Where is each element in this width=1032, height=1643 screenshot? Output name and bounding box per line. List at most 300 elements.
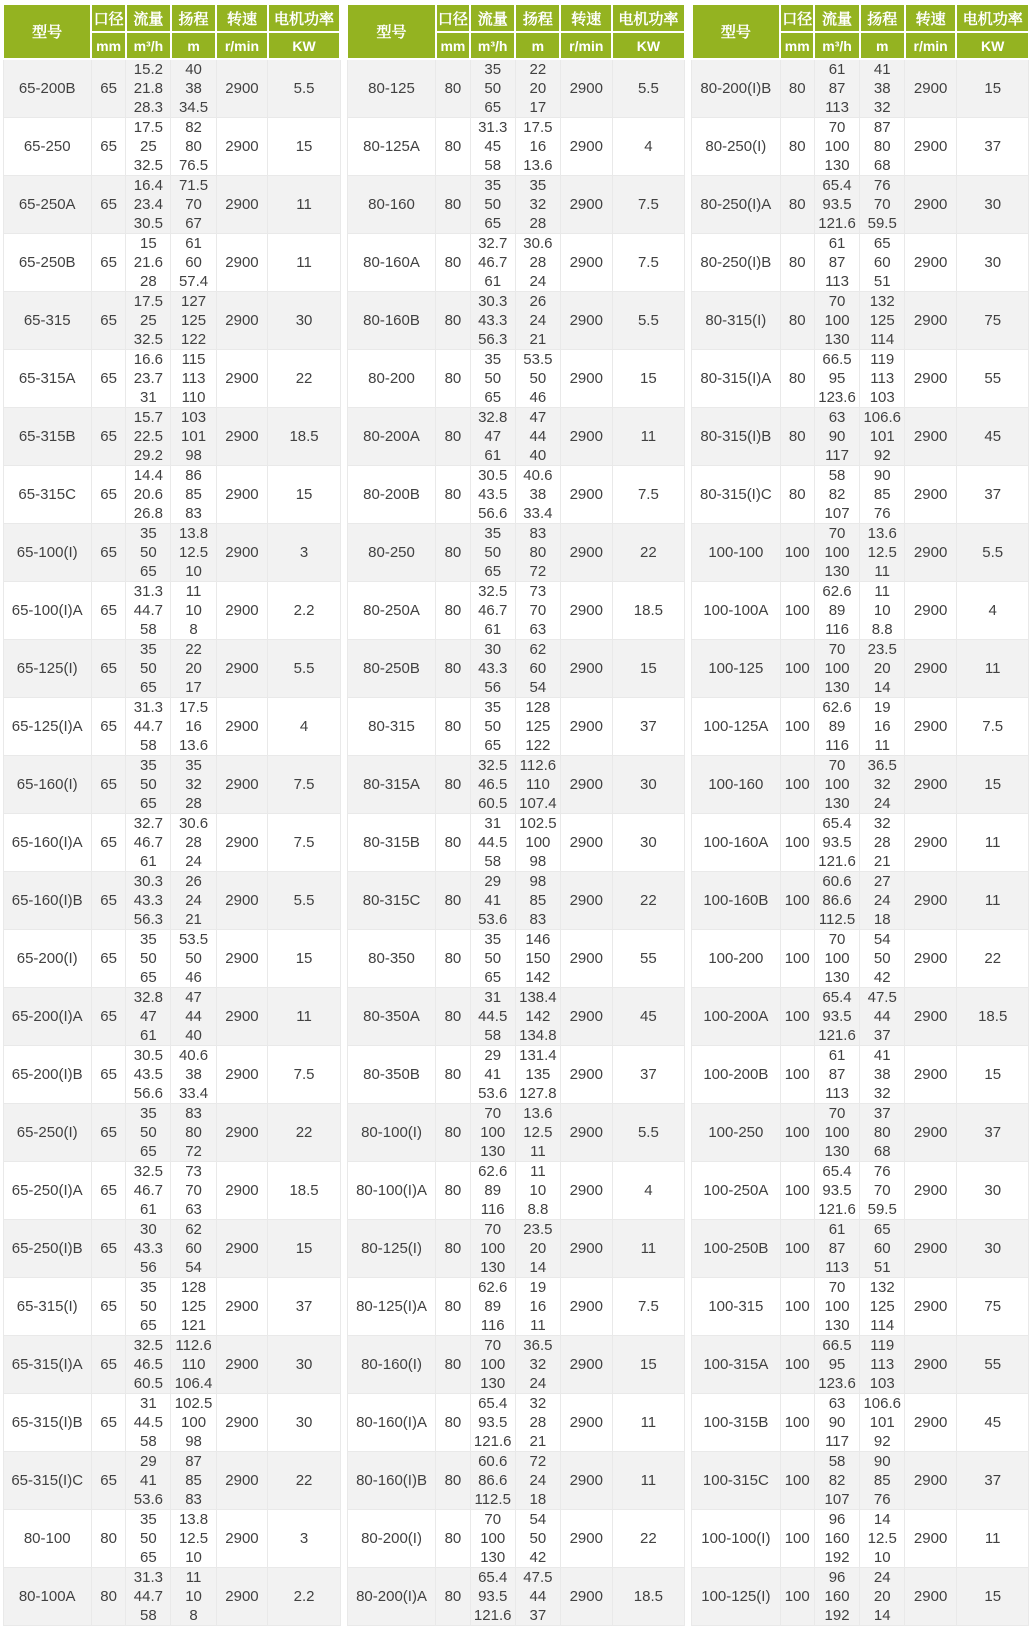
value-line: 89: [484, 1182, 502, 1199]
model-cell: 80-250A: [347, 582, 435, 640]
model-cell: 80-160: [347, 176, 435, 234]
diameter-cell: 80: [436, 698, 470, 756]
value-line: 113: [825, 1085, 849, 1102]
head-cell: [515, 176, 560, 234]
power-cell: 18.5: [268, 1162, 341, 1220]
value-line: 130: [480, 1143, 506, 1160]
model-cell: 65-315: [3, 292, 91, 350]
value-line: 46: [185, 969, 202, 986]
power-cell: 5.5: [956, 524, 1029, 582]
speed-cell: 2900: [560, 350, 612, 408]
model-cell: 100-160: [692, 756, 780, 814]
model-cell: 65-250(I)A: [3, 1162, 91, 1220]
power-cell: 45: [956, 1394, 1029, 1452]
diameter-cell: 80: [436, 408, 470, 466]
flow-cell: [814, 640, 859, 698]
value-line: 46.5: [133, 1356, 163, 1373]
value-line: 43.5: [478, 486, 508, 503]
table-row: [347, 582, 684, 640]
table-row: [692, 1046, 1029, 1104]
diameter-cell: 80: [436, 234, 470, 292]
value-line: 116: [480, 1317, 505, 1334]
value-line: 95: [828, 1356, 846, 1373]
value-line: 46.7: [133, 1182, 163, 1199]
speed-cell: 2900: [216, 582, 268, 640]
value-line: 60.5: [133, 1375, 163, 1392]
table-row: [347, 1510, 684, 1568]
value-line: 62.6: [822, 699, 852, 716]
table-row: [692, 408, 1029, 466]
value-line: 21.6: [133, 254, 163, 271]
value-line: 31: [140, 1395, 157, 1412]
value-line: 20: [873, 660, 891, 677]
diameter-cell: 80: [436, 350, 470, 408]
speed-cell: 2900: [560, 698, 612, 756]
value-line: 125: [525, 718, 551, 735]
diameter-cell: 65: [91, 1336, 125, 1394]
model-cell: 65-315(I): [3, 1278, 91, 1336]
value-line: 31: [484, 815, 502, 832]
value-line: 58: [828, 1453, 846, 1470]
value-line: 35: [484, 351, 502, 368]
flow-cell: [126, 59, 171, 118]
value-line: 12.5: [178, 1530, 209, 1547]
power-cell: 15: [268, 466, 341, 524]
flow-cell: [470, 582, 515, 640]
value-line: 58: [140, 1607, 157, 1624]
value-line: 62.6: [822, 583, 852, 600]
table-row: [347, 814, 684, 872]
table-row: [347, 1104, 684, 1162]
head-header-cell: 扬程: [515, 4, 560, 32]
table-row: [347, 1220, 684, 1278]
model-cell: 65-250A: [3, 176, 91, 234]
model-cell: 80-100A: [3, 1568, 91, 1626]
diameter-cell: 100: [780, 582, 814, 640]
diameter-cell: 100: [780, 1452, 814, 1510]
head-cell: [860, 1278, 905, 1336]
diameter-cell: 100: [780, 1162, 814, 1220]
head-cell: [171, 1220, 216, 1278]
value-line: 70: [484, 1221, 502, 1238]
value-line: 13.8: [178, 1511, 209, 1528]
value-line: 70: [185, 1182, 202, 1199]
model-cell: 65-315(I)B: [3, 1394, 91, 1452]
head-cell: [860, 1394, 905, 1452]
speed-unit-cell: r/min: [216, 32, 268, 59]
value-line: 38: [873, 80, 891, 97]
value-line: 29: [484, 873, 502, 890]
model-cell: 80-250(I)A: [692, 176, 780, 234]
value-line: 127.8: [519, 1085, 557, 1102]
flow-cell: [126, 814, 171, 872]
speed-cell: 2900: [216, 1510, 268, 1568]
value-line: 76: [873, 1491, 891, 1508]
value-line: 60.6: [822, 873, 852, 890]
value-line: 70: [828, 525, 846, 542]
value-line: 18: [529, 1491, 547, 1508]
head-cell: [171, 292, 216, 350]
power-cell: 37: [612, 698, 685, 756]
value-line: 119: [870, 1337, 895, 1354]
head-cell: [171, 814, 216, 872]
value-line: 134.8: [519, 1027, 557, 1044]
value-line: 70: [484, 1105, 502, 1122]
value-line: 13.6: [523, 157, 553, 174]
flow-cell: [470, 524, 515, 582]
value-line: 130: [480, 1375, 506, 1392]
value-line: 23.4: [133, 196, 163, 213]
value-line: 66.5: [822, 351, 852, 368]
model-cell: 65-315B: [3, 408, 91, 466]
power-cell: 15: [956, 59, 1029, 118]
value-line: 83: [185, 1105, 202, 1122]
table-row: [347, 118, 684, 176]
power-cell: 22: [612, 1510, 685, 1568]
value-line: 132: [869, 1279, 895, 1296]
model-cell: 65-200(I): [3, 930, 91, 988]
value-line: 58: [140, 1433, 157, 1450]
value-line: 102.5: [174, 1395, 213, 1412]
value-line: 83: [529, 525, 547, 542]
power-cell: 11: [612, 1220, 685, 1278]
speed-cell: 2900: [216, 1104, 268, 1162]
value-line: 26: [529, 293, 547, 310]
value-line: 50: [140, 660, 157, 677]
value-line: 85: [185, 486, 202, 503]
power-cell: 3: [268, 524, 341, 582]
value-line: 21: [529, 331, 547, 348]
power-cell: 4: [612, 118, 685, 176]
value-line: 56.3: [133, 911, 163, 928]
spec-table: [2, 3, 341, 1626]
power-cell: 5.5: [268, 59, 341, 118]
speed-cell: 2900: [216, 1220, 268, 1278]
power-cell: 5.5: [268, 872, 341, 930]
power-cell: 22: [956, 930, 1029, 988]
value-line: 113: [870, 1356, 895, 1373]
value-line: 61: [828, 61, 846, 78]
value-line: 65: [140, 1317, 157, 1334]
model-cell: 80-100: [3, 1510, 91, 1568]
head-cell: [860, 1568, 905, 1626]
value-line: 24: [185, 853, 202, 870]
value-line: 53.6: [478, 911, 508, 928]
model-header-cell: 型号: [692, 4, 780, 59]
value-line: 114: [870, 331, 895, 348]
table-row: [3, 640, 340, 698]
value-line: 80: [185, 1124, 202, 1141]
value-line: 50: [873, 950, 891, 967]
speed-cell: 2900: [560, 1452, 612, 1510]
speed-cell: 2900: [905, 872, 957, 930]
diameter-cell: 65: [91, 698, 125, 756]
value-line: 110: [525, 776, 550, 793]
value-line: 76: [873, 177, 891, 194]
value-line: 14.4: [133, 467, 163, 484]
power-header-cell: 电机功率: [956, 4, 1029, 32]
power-cell: 7.5: [612, 176, 685, 234]
flow-cell: [470, 814, 515, 872]
flow-cell: [470, 408, 515, 466]
value-line: 29: [140, 1453, 157, 1470]
value-line: 22.5: [133, 428, 163, 445]
value-line: 24: [529, 312, 547, 329]
speed-unit-cell: r/min: [560, 32, 612, 59]
value-line: 32: [529, 196, 547, 213]
value-line: 121.6: [473, 1433, 512, 1450]
value-line: 131.4: [519, 1047, 557, 1064]
power-cell: 75: [956, 292, 1029, 350]
value-line: 130: [480, 1259, 506, 1276]
power-cell: 30: [612, 756, 685, 814]
table-row: [347, 524, 684, 582]
speed-cell: 2900: [560, 118, 612, 176]
speed-cell: 2900: [216, 466, 268, 524]
head-cell: [860, 814, 905, 872]
diameter-cell: 65: [91, 1046, 125, 1104]
power-cell: 7.5: [612, 234, 685, 292]
diameter-cell: 80: [436, 930, 470, 988]
value-line: 87: [828, 1240, 846, 1257]
value-line: 93.5: [478, 1588, 508, 1605]
model-cell: 80-125(I): [347, 1220, 435, 1278]
model-cell: 65-200B: [3, 59, 91, 118]
diameter-cell: 80: [91, 1568, 125, 1626]
value-line: 65.4: [478, 1569, 508, 1586]
value-line: 32.7: [133, 815, 163, 832]
diameter-cell: 80: [436, 1452, 470, 1510]
value-line: 113: [825, 273, 849, 290]
value-line: 33.4: [523, 505, 553, 522]
model-cell: 80-315(I): [692, 292, 780, 350]
value-line: 130: [824, 969, 850, 986]
model-cell: 100-125: [692, 640, 780, 698]
value-line: 106.6: [863, 1395, 901, 1412]
value-line: 130: [824, 157, 850, 174]
value-line: 63: [185, 1201, 202, 1218]
value-line: 86: [185, 467, 202, 484]
diameter-cell: 65: [91, 814, 125, 872]
value-line: 58: [140, 737, 157, 754]
speed-cell: 2900: [216, 698, 268, 756]
value-line: 61: [484, 447, 502, 464]
speed-cell: 2900: [905, 930, 957, 988]
value-line: 20.6: [133, 486, 163, 503]
value-line: 47: [484, 428, 502, 445]
head-cell: [515, 234, 560, 292]
flow-cell: [470, 930, 515, 988]
flow-cell: [126, 350, 171, 408]
flow-cell: [126, 698, 171, 756]
value-line: 54: [529, 679, 547, 696]
value-line: 70: [185, 196, 202, 213]
model-cell: 80-315(I)C: [692, 466, 780, 524]
value-line: 61: [484, 273, 502, 290]
table-row: [692, 59, 1029, 118]
flow-cell: [814, 59, 859, 118]
value-line: 112.6: [175, 1337, 212, 1354]
power-cell: 22: [268, 350, 341, 408]
value-line: 44.5: [478, 834, 508, 851]
value-line: 93.5: [822, 196, 852, 213]
diameter-cell: 100: [780, 1046, 814, 1104]
table-row: [347, 292, 684, 350]
value-line: 13.6: [523, 1105, 553, 1122]
value-line: 100: [824, 544, 850, 561]
value-line: 65: [484, 563, 502, 580]
value-line: 65.4: [822, 815, 852, 832]
speed-unit-cell: r/min: [905, 32, 957, 59]
value-line: 29.2: [133, 447, 163, 464]
value-line: 62.6: [478, 1163, 508, 1180]
value-line: 32: [873, 776, 891, 793]
value-line: 72: [529, 1453, 547, 1470]
value-line: 18: [873, 911, 891, 928]
table-row: [347, 988, 684, 1046]
power-cell: 22: [268, 1452, 341, 1510]
value-line: 37: [529, 1607, 547, 1624]
value-line: 31: [484, 989, 502, 1006]
value-line: 50: [140, 1124, 157, 1141]
speed-cell: 2900: [216, 350, 268, 408]
head-cell: [515, 756, 560, 814]
diameter-cell: 80: [436, 1568, 470, 1626]
model-cell: 80-100(I): [347, 1104, 435, 1162]
diameter-cell: 100: [780, 698, 814, 756]
value-line: 90: [873, 467, 891, 484]
value-line: 61: [828, 235, 846, 252]
head-cell: [171, 640, 216, 698]
diameter-cell: 100: [780, 1394, 814, 1452]
power-cell: 18.5: [612, 582, 685, 640]
value-line: 35: [140, 641, 157, 658]
value-line: 101: [181, 428, 207, 445]
value-line: 32.5: [133, 1163, 163, 1180]
value-line: 50: [484, 370, 502, 387]
value-line: 32.8: [478, 409, 508, 426]
value-line: 60: [185, 254, 202, 271]
table-row: [692, 1394, 1029, 1452]
value-line: 70: [529, 602, 547, 619]
power-cell: 30: [956, 1162, 1029, 1220]
table-row: [347, 756, 684, 814]
value-line: 30.5: [133, 215, 163, 232]
model-cell: 100-125(I): [692, 1568, 780, 1626]
speed-cell: 2900: [560, 1220, 612, 1278]
diameter-cell: 65: [91, 118, 125, 176]
diameter-cell: 100: [780, 1568, 814, 1626]
diameter-cell: 100: [780, 524, 814, 582]
table-row: [3, 1336, 340, 1394]
head-cell: [171, 1452, 216, 1510]
value-line: 8.8: [527, 1201, 549, 1218]
power-cell: 11: [268, 234, 341, 292]
value-line: 70: [484, 1337, 502, 1354]
table-row: [3, 1510, 340, 1568]
flow-cell: [470, 698, 515, 756]
value-line: 65: [484, 969, 502, 986]
table-row: [3, 292, 340, 350]
model-header-cell: 型号: [3, 4, 91, 59]
head-cell: [860, 59, 905, 118]
value-line: 50: [529, 1530, 547, 1547]
diameter-cell: 80: [436, 59, 470, 118]
diameter-cell: 65: [91, 582, 125, 640]
value-line: 89: [828, 602, 846, 619]
power-cell: 15: [612, 350, 685, 408]
value-line: 70: [873, 196, 891, 213]
head-cell: [171, 756, 216, 814]
value-line: 100: [525, 834, 551, 851]
value-line: 28: [529, 1414, 547, 1431]
value-line: 28: [140, 273, 157, 290]
value-line: 50: [484, 950, 502, 967]
power-cell: 22: [612, 524, 685, 582]
model-cell: 65-125(I)A: [3, 698, 91, 756]
table-row: [347, 640, 684, 698]
flow-unit-cell: m³/h: [470, 32, 515, 59]
speed-cell: 2900: [905, 1452, 957, 1510]
value-line: 132: [869, 293, 895, 310]
head-cell: [171, 1568, 216, 1626]
value-line: 30.3: [133, 873, 163, 890]
value-line: 31.3: [478, 119, 508, 136]
power-cell: 2.2: [268, 1568, 341, 1626]
value-line: 117: [825, 447, 849, 464]
flow-cell: [470, 1220, 515, 1278]
speed-cell: 2900: [216, 59, 268, 118]
value-line: 40: [529, 447, 547, 464]
value-line: 113: [181, 370, 206, 387]
speed-header-cell: 转速: [216, 4, 268, 32]
power-cell: 22: [268, 1104, 341, 1162]
flow-unit-cell: m³/h: [126, 32, 171, 59]
value-line: 47.5: [523, 1569, 553, 1586]
flow-cell: [814, 176, 859, 234]
value-line: 103: [869, 1375, 895, 1392]
value-line: 44.5: [478, 1008, 508, 1025]
value-line: 85: [185, 1472, 202, 1489]
value-line: 31.3: [133, 699, 163, 716]
head-cell: [860, 1510, 905, 1568]
power-cell: 15: [612, 640, 685, 698]
value-line: 40: [185, 61, 202, 78]
head-cell: [860, 350, 905, 408]
value-line: 38: [185, 1066, 202, 1083]
value-line: 146: [525, 931, 551, 948]
diameter-cell: 65: [91, 59, 125, 118]
model-cell: 80-250B: [347, 640, 435, 698]
speed-cell: 2900: [216, 1162, 268, 1220]
head-cell: [860, 988, 905, 1046]
value-line: 61: [140, 853, 157, 870]
value-line: 62.6: [478, 1279, 508, 1296]
value-line: 35: [484, 931, 502, 948]
value-line: 100: [480, 1240, 506, 1257]
flow-cell: [814, 292, 859, 350]
value-line: 95: [828, 370, 846, 387]
head-cell: [171, 698, 216, 756]
model-cell: 65-100(I): [3, 524, 91, 582]
model-cell: 100-200B: [692, 1046, 780, 1104]
value-line: 23.5: [523, 1221, 553, 1238]
value-line: 15: [140, 235, 157, 252]
diameter-cell: 65: [91, 350, 125, 408]
diameter-header-cell: 口径: [436, 4, 470, 32]
value-line: 37: [873, 1105, 891, 1122]
table-row: [3, 582, 340, 640]
